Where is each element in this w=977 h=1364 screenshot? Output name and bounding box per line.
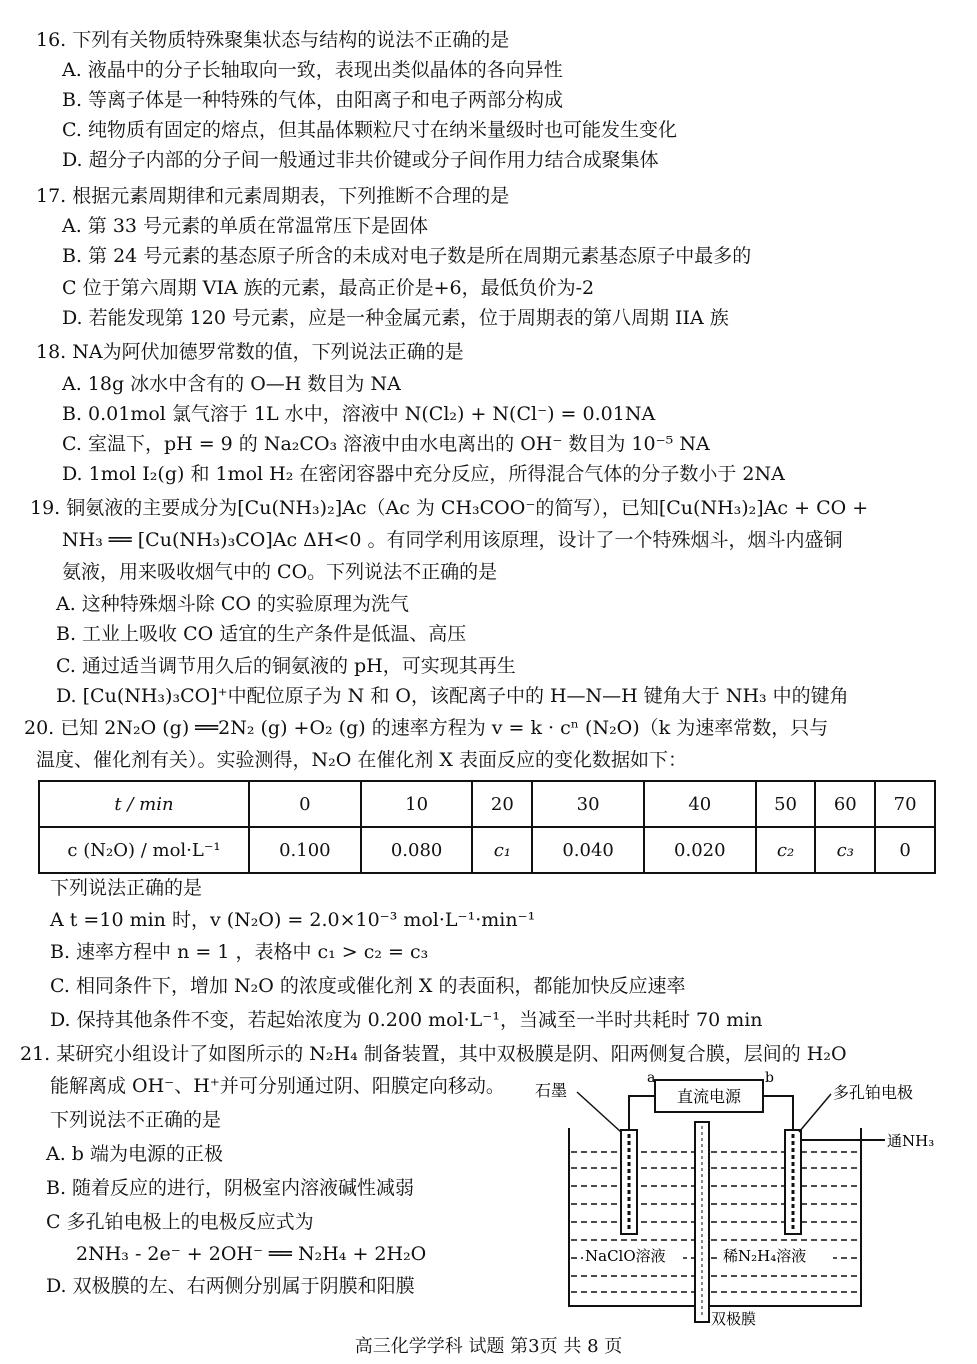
table-cell: 0.020 <box>644 827 756 873</box>
solution-lines <box>571 1152 859 1292</box>
q16-option-c: C. 纯物质有固定的熔点，但其晶体颗粒尺寸在纳米量级时也可能发生变化 <box>62 119 677 141</box>
table-cell: c₃ <box>815 827 875 873</box>
q17-option-c: C 位于第六周期 VIA 族的元素，最高正价是+6，最低负价为-2 <box>62 277 595 299</box>
q18-option-d: D. 1mol I₂(g) 和 1mol H₂ 在密闭容器中充分反应，所得混合气体的分子数小于 2NA <box>62 463 785 485</box>
table-cell: 40 <box>644 781 756 827</box>
q17-stem: 17. 根据元素周期律和元素周期表，下列推断不合理的是 <box>36 185 510 207</box>
q20-option-d: D. 保持其他条件不变，若起始浓度为 0.200 mol·L⁻¹，当减至一半时共耗时 70 min <box>50 1009 763 1031</box>
q20-prompt: 下列说法正确的是 <box>50 877 203 899</box>
q21-stem-1: 21. 某研究小组设计了如图所示的 N₂H₄ 制备装置，其中双极膜是阴、阳两侧复合膜，层间的 H₂O <box>20 1043 847 1065</box>
q21-option-c: C 多孔铂电极上的电极反应式为 <box>46 1211 314 1233</box>
q20-option-c: C. 相同条件下，增加 N₂O 的浓度或催化剂 X 的表面积，都能加快反应速率 <box>50 975 686 997</box>
container <box>569 1128 861 1306</box>
q18-option-a: A. 18g 冰水中含有的 O—H 数目为 NA <box>62 373 401 395</box>
table-cell: 10 <box>361 781 473 827</box>
table-cell: 70 <box>875 781 935 827</box>
q19-stem-2: NH₃ ══ [Cu(NH₃)₃CO]Ac ΔH<0 。有同学利用该原理，设计了一个特殊烟斗，烟斗内盛铜 <box>62 529 843 551</box>
q16-option-a: A. 液晶中的分子长轴取向一致，表现出类似晶体的各向异性 <box>62 59 563 81</box>
electrolysis-diagram <box>535 1068 955 1328</box>
table-row <box>39 827 935 873</box>
q19-stem-3: 氨液，用来吸收烟气中的 CO。下列说法不正确的是 <box>62 561 498 583</box>
q19-option-b: B. 工业上吸收 CO 适宜的生产条件是低温、高压 <box>56 623 467 645</box>
q16-stem: 16. 下列有关物质特殊聚集状态与结构的说法不正确的是 <box>36 29 510 51</box>
table-cell: c₁ <box>472 827 532 873</box>
table-cell: 0.040 <box>532 827 644 873</box>
q19-stem-1: 19. 铜氨液的主要成分为[Cu(NH₃)₂]Ac（Ac 为 CH₃COO⁻的简写），已知[Cu(NH₃)₂]Ac + CO + <box>30 497 869 519</box>
table-cell: c₂ <box>756 827 816 873</box>
q20-stem-1: 20. 已知 2N₂O (g) ══2N₂ (g) +O₂ (g) 的速率方程为 v = k · cⁿ (N₂O)（k 为速率常数，只与 <box>24 717 829 739</box>
q17-option-b: B. 第 24 号元素的基态原子所含的未成对电子数是所在周期元素基态原子中最多的 <box>62 245 752 267</box>
table-cell: 0.080 <box>361 827 473 873</box>
q21-option-b: B. 随着反应的进行，阴极室内溶液碱性减弱 <box>46 1177 415 1199</box>
table-header-time: t / min <box>39 781 249 827</box>
q21-stem-2: 能解离成 OH⁻、H⁺并可分别通过阴、阳膜定向移动。 <box>50 1075 505 1097</box>
q16-option-b: B. 等离子体是一种特殊的气体，由阳离子和电子两部分构成 <box>62 89 564 111</box>
table-cell: 0.100 <box>249 827 361 873</box>
q20-option-b: B. 速率方程中 n = 1 ，表格中 c₁ > c₂ = c₃ <box>50 941 429 963</box>
table-cell: 60 <box>815 781 875 827</box>
table-cell: 0 <box>875 827 935 873</box>
q16-option-d: D. 超分子内部的分子间一般通过非共价键或分子间作用力结合成聚集体 <box>62 149 659 171</box>
right-solution-label: 稀N₂H₄溶液 <box>723 1247 807 1265</box>
table-cell: 50 <box>756 781 816 827</box>
table-header-conc: c (N₂O) / mol·L⁻¹ <box>39 827 249 873</box>
q21-option-c-equation: 2NH₃ - 2e⁻ + 2OH⁻ ══ N₂H₄ + 2H₂O <box>76 1243 427 1265</box>
membrane-label: 双极膜 <box>711 1310 757 1328</box>
q19-option-a: A. 这种特殊烟斗除 CO 的实验原理为洗气 <box>56 593 409 615</box>
q21-prompt: 下列说法不正确的是 <box>50 1109 222 1131</box>
q20-option-a: A t =10 min 时，v (N₂O) = 2.0×10⁻³ mol·L⁻¹·min⁻¹ <box>50 909 536 931</box>
q18-stem: 18. NA为阿伏加德罗常数的值，下列说法正确的是 <box>36 341 464 363</box>
page-footer: 高三化学学科 试题 第3页 共 8 页 <box>354 1336 623 1357</box>
q17-option-a: A. 第 33 号元素的单质在常温常压下是固体 <box>62 215 429 237</box>
table-cell: 20 <box>472 781 532 827</box>
q18-option-b: B. 0.01mol 氯气溶于 1L 水中，溶液中 N(Cl₂) + N(Cl⁻) = 0.01NA <box>62 403 656 425</box>
q21-option-a: A. b 端为电源的正极 <box>46 1143 224 1165</box>
power-supply-label: 直流电源 <box>676 1087 742 1106</box>
platinum-label: 多孔铂电极 <box>833 1083 914 1102</box>
table-row <box>39 781 935 827</box>
q19-option-c: C. 通过适当调节用久后的铜氨液的 pH，可实现其再生 <box>56 655 516 677</box>
q21-option-d: D. 双极膜的左、右两侧分别属于阴膜和阳膜 <box>46 1275 415 1297</box>
q17-option-d: D. 若能发现第 120 号元素，应是一种金属元素，位于周期表的第八周期 IIA 族 <box>62 307 729 329</box>
nh3-label: 通NH₃ <box>887 1132 935 1150</box>
table-cell: 0 <box>249 781 361 827</box>
q18-option-c: C. 室温下，pH = 9 的 Na₂CO₃ 溶液中由水电离出的 OH⁻ 数目为 10⁻⁵ NA <box>62 433 710 455</box>
q20-stem-2: 温度、催化剂有关）。实验测得，N₂O 在催化剂 X 表面反应的变化数据如下： <box>36 749 687 771</box>
q19-option-d: D. [Cu(NH₃)₃CO]⁺中配位原子为 N 和 O，该配离子中的 H—N—H 键角大于 NH₃ 中的键角 <box>56 685 849 707</box>
terminal-b-label: b <box>765 1070 774 1086</box>
left-solution-label: NaClO溶液 <box>585 1247 666 1265</box>
q20-data-table <box>38 780 936 874</box>
terminal-a-label: a <box>647 1070 656 1086</box>
graphite-label: 石墨 <box>535 1081 568 1100</box>
table-cell: 30 <box>532 781 644 827</box>
